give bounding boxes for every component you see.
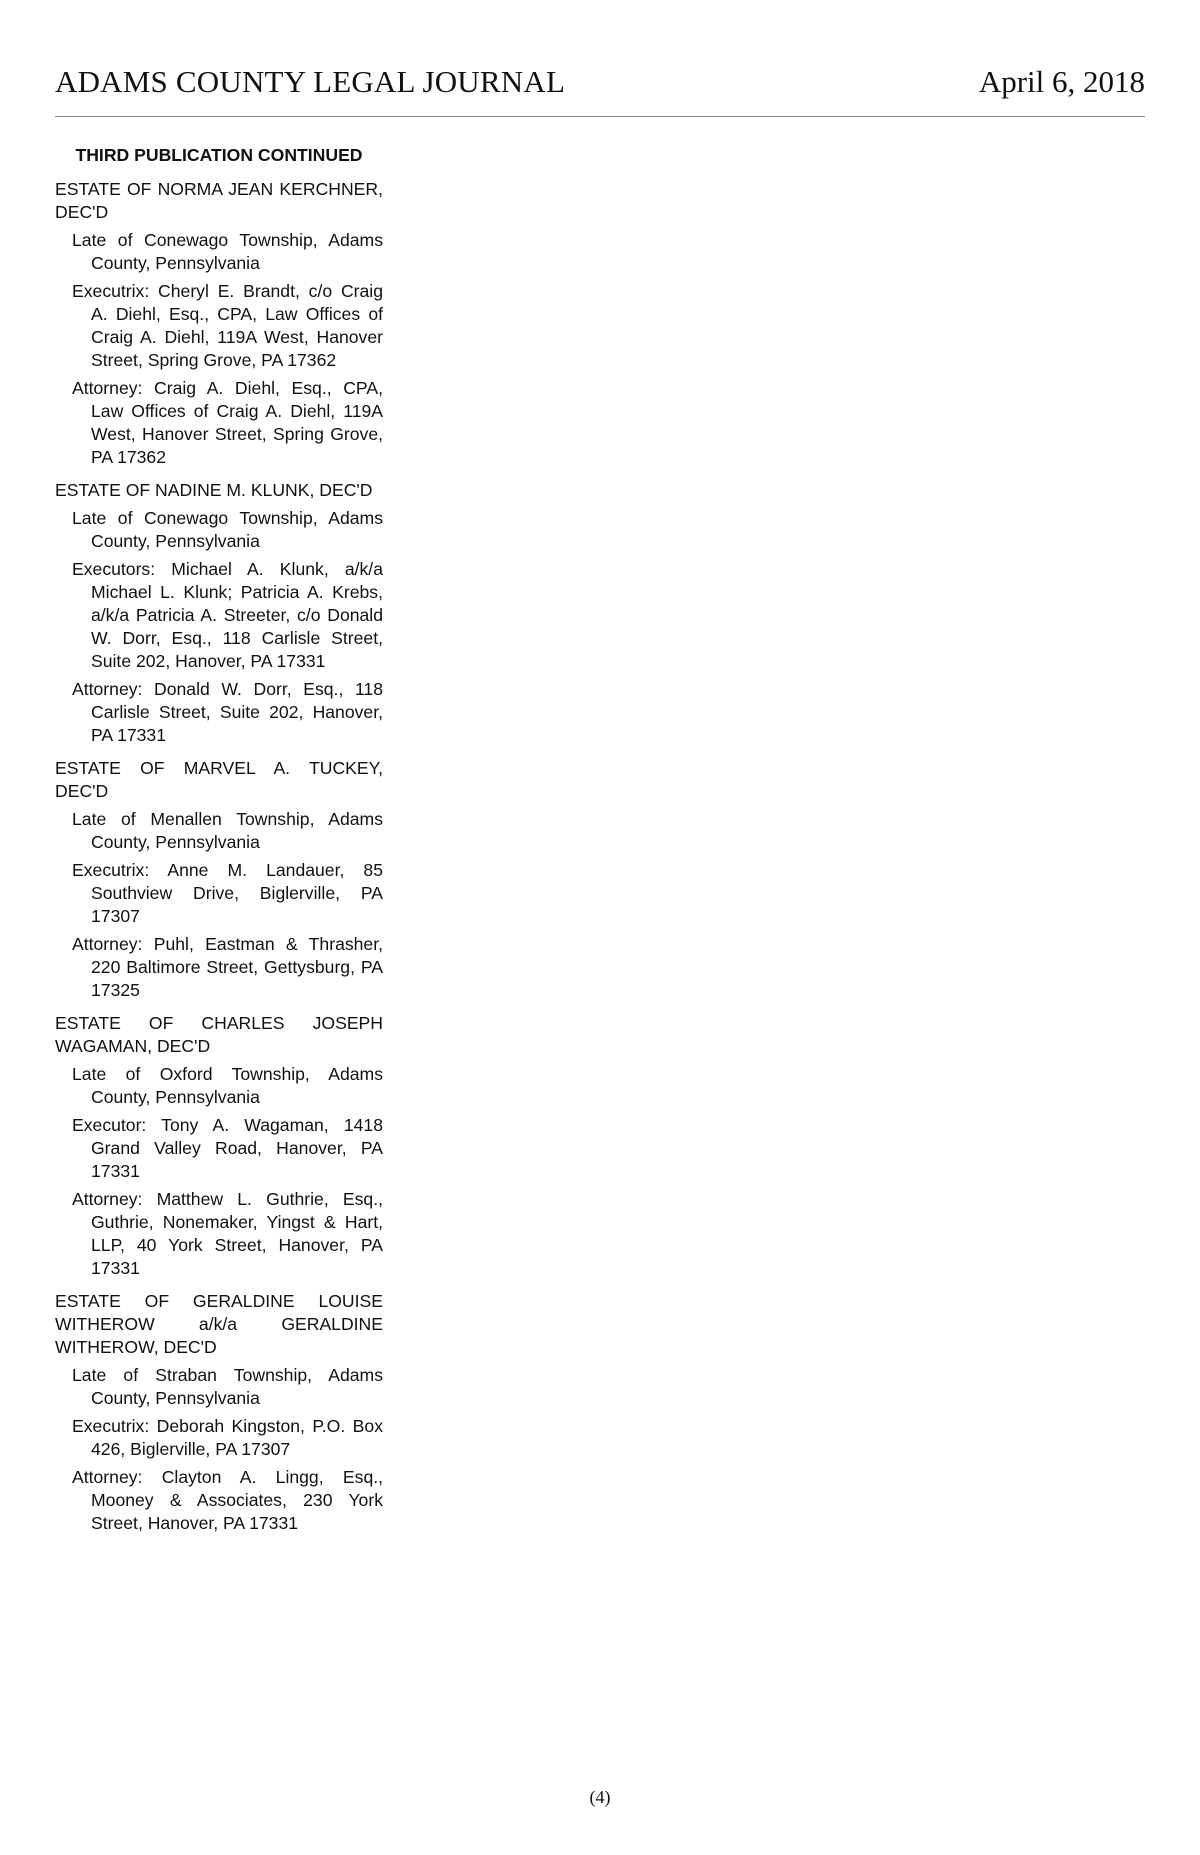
estate-residence: Late of Straban Township, Adams County, Pennsylvania xyxy=(72,1365,383,1408)
notices-column xyxy=(55,144,383,1545)
estate-attorney: Attorney: Donald W. Dorr, Esq., 118 Carlisle Street, Suite 202, Hanover, PA 17331 xyxy=(72,679,383,745)
estate-attorney: Attorney: Puhl, Eastman & Thrasher, 220 Baltimore Street, Gettysburg, PA 17325 xyxy=(72,934,383,1000)
section-heading: THIRD PUBLICATION CONTINUED xyxy=(75,145,363,165)
estate-title: ESTATE OF NORMA JEAN KERCHNER, DEC'D xyxy=(55,179,383,222)
estate-executor: Executors: Michael A. Klunk, a/k/a Michael L. Klunk; Patricia A. Krebs, a/k/a Patricia A. Streeter, c/o Donald W. Dorr, Esq., 118 Carlisle Street, Suite 202, Hanover, PA 17331 xyxy=(72,559,383,671)
estate-title: ESTATE OF CHARLES JOSEPH WAGAMAN, DEC'D xyxy=(55,1013,383,1056)
estate-executor: Executrix: Anne M. Landauer, 85 Southview Drive, Biglerville, PA 17307 xyxy=(72,860,383,926)
journal-title: ADAMS COUNTY LEGAL JOURNAL xyxy=(55,64,566,99)
estate-title: ESTATE OF MARVEL A. TUCKEY, DEC'D xyxy=(55,758,383,801)
issue-date: April 6, 2018 xyxy=(978,64,1145,99)
estate-executor: Executrix: Deborah Kingston, P.O. Box 426, Biglerville, PA 17307 xyxy=(72,1416,383,1459)
estate-attorney: Attorney: Craig A. Diehl, Esq., CPA, Law Offices of Craig A. Diehl, 119A West, Hanover Street, Spring Grove, PA 17362 xyxy=(72,378,383,467)
estate-residence: Late of Conewago Township, Adams County, Pennsylvania xyxy=(72,230,383,273)
estate-title: ESTATE OF GERALDINE LOUISE WITHEROW a/k/a GERALDINE WITHEROW, DEC'D xyxy=(55,1291,383,1357)
estate-residence: Late of Conewago Township, Adams County, Pennsylvania xyxy=(72,508,383,551)
estate-residence: Late of Menallen Township, Adams County, Pennsylvania xyxy=(72,809,383,852)
page-header xyxy=(55,64,1145,117)
estate-notice xyxy=(55,479,383,747)
estate-executor: Executrix: Cheryl E. Brandt, c/o Craig A. Diehl, Esq., CPA, Law Offices of Craig A. Diehl, 119A West, Hanover Street, Spring Grove, PA 17362 xyxy=(72,281,383,370)
estate-title: ESTATE OF NADINE M. KLUNK, DEC'D xyxy=(55,480,373,500)
estate-attorney: Attorney: Clayton A. Lingg, Esq., Mooney & Associates, 230 York Street, Hanover, PA 17331 xyxy=(72,1467,383,1533)
page-number: (4) xyxy=(589,1787,611,1807)
estate-executor: Executor: Tony A. Wagaman, 1418 Grand Valley Road, Hanover, PA 17331 xyxy=(72,1115,383,1181)
estate-notice xyxy=(55,178,383,469)
estate-notice xyxy=(55,757,383,1002)
estate-notice xyxy=(55,1012,383,1280)
estate-notice xyxy=(55,1290,383,1535)
estate-attorney: Attorney: Matthew L. Guthrie, Esq., Guthrie, Nonemaker, Yingst & Hart, LLP, 40 York Street, Hanover, PA 17331 xyxy=(72,1189,383,1278)
estate-residence: Late of Oxford Township, Adams County, Pennsylvania xyxy=(72,1064,383,1107)
